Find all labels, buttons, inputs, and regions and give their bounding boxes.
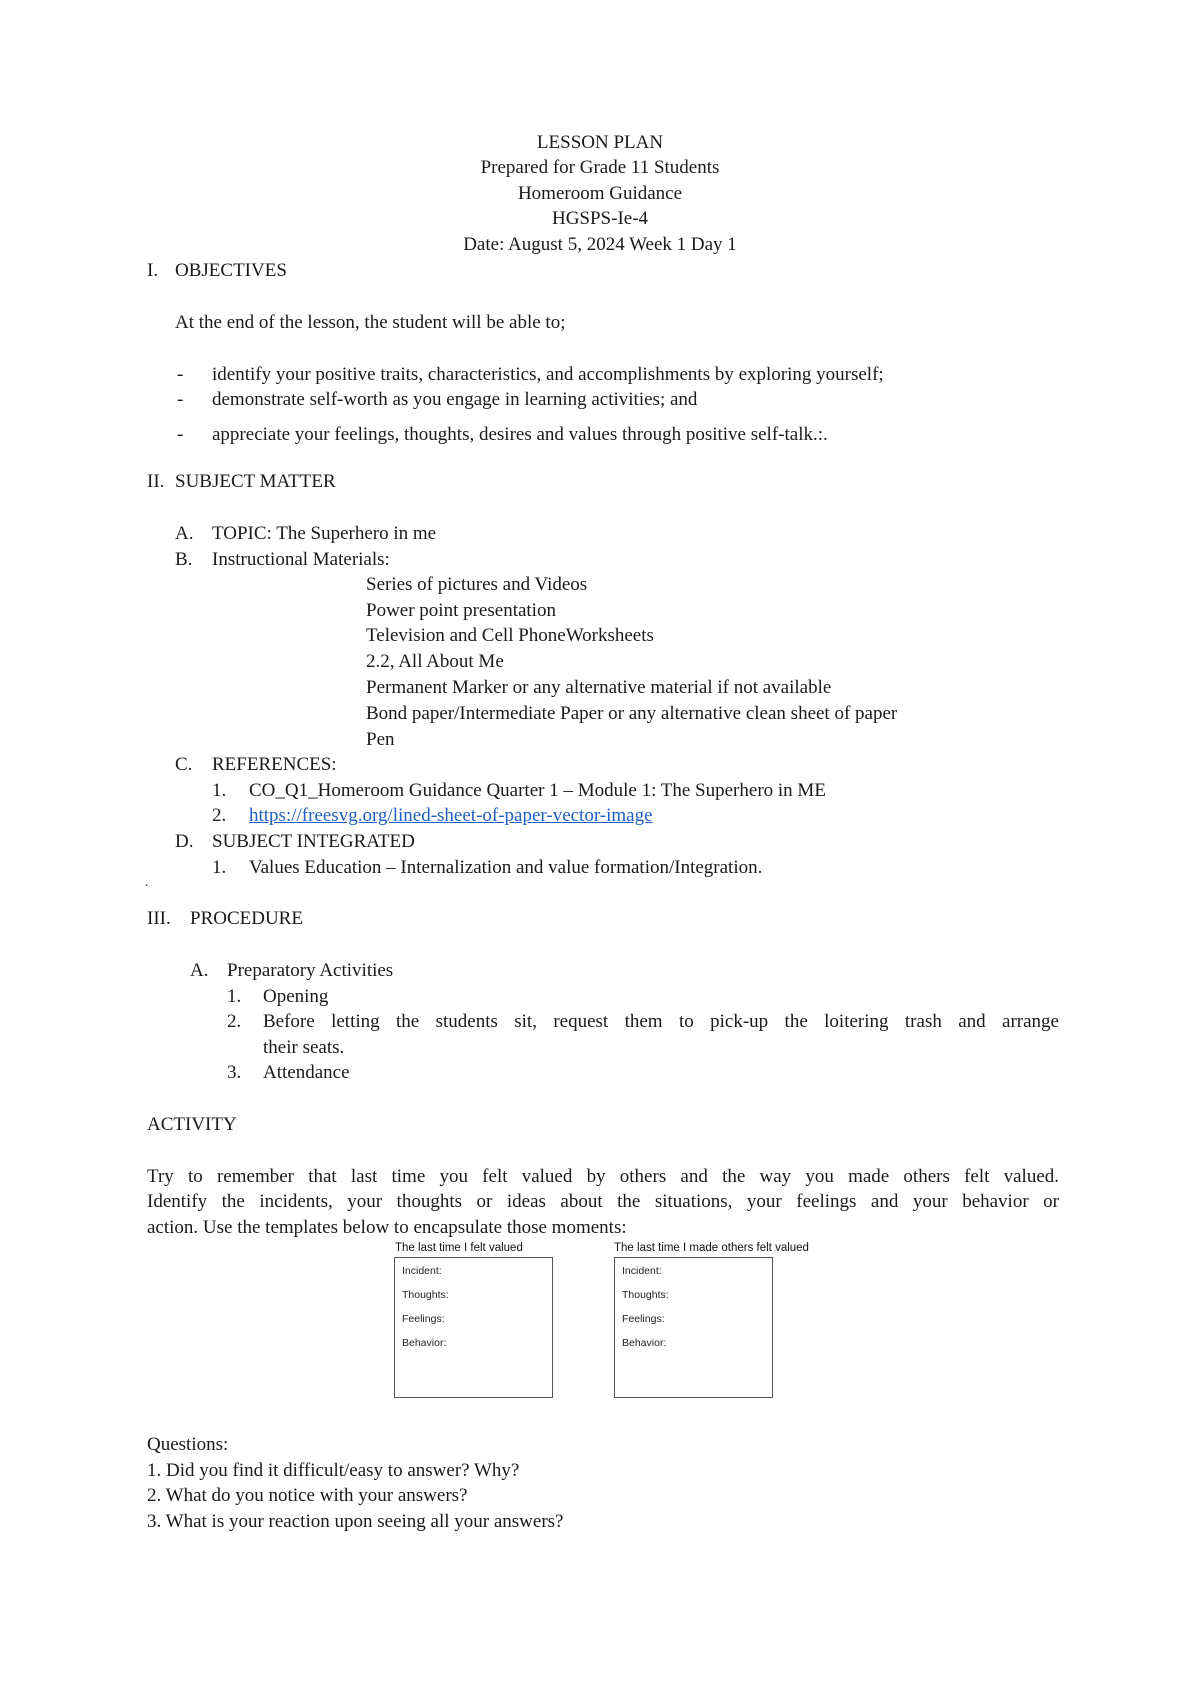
stray-dot: . — [145, 875, 149, 890]
material-item: Permanent Marker or any alternative material if not available — [366, 677, 832, 698]
question-item: 1. Did you find it difficult/easy to answer? Why? — [147, 1460, 520, 1481]
material-item: Power point presentation — [366, 600, 556, 621]
material-item: Series of pictures and Videos — [366, 574, 588, 595]
prep-item-continued: their seats. — [263, 1037, 345, 1058]
list-letter: D. — [175, 831, 194, 852]
list-number: 1. — [212, 857, 227, 878]
list-number: 1. — [227, 986, 242, 1007]
material-item: 2.2, All About Me — [366, 651, 504, 672]
prep-item: Attendance — [263, 1062, 350, 1083]
integrated-label: SUBJECT INTEGRATED — [212, 831, 415, 852]
prep-item: Opening — [263, 986, 329, 1007]
template-title: The last time I felt valued — [395, 1242, 523, 1254]
list-number: 2. — [227, 1011, 242, 1032]
question-item: 3. What is your reaction upon seeing all your answers? — [147, 1511, 564, 1532]
activity-text-line: Identify the incidents, your thoughts or ideas about the situations, your feelings and your behavior or — [147, 1191, 1059, 1212]
section-numeral-subject-matter: II. — [147, 471, 165, 492]
section-numeral-procedure: III. — [147, 908, 171, 929]
bullet-marker: - — [177, 424, 184, 445]
objectives-intro: At the end of the lesson, the student will be able to; — [175, 312, 566, 333]
document-title: LESSON PLAN — [536, 132, 664, 153]
list-letter: A. — [190, 960, 209, 981]
questions-heading: Questions: — [147, 1434, 229, 1455]
material-item: Bond paper/Intermediate Paper or any alternative clean sheet of paper — [366, 703, 898, 724]
material-item: Pen — [366, 729, 395, 750]
list-number: 3. — [227, 1062, 242, 1083]
subject-line: Homeroom Guidance — [517, 183, 683, 204]
code-line: HGSPS-Ie-4 — [551, 208, 649, 229]
field-label: Behavior: — [402, 1337, 447, 1349]
integrated-item: Values Education – Internalization and value formation/Integration. — [249, 857, 763, 878]
reference-link[interactable]: https://freesvg.org/lined-sheet-of-paper-vector-image — [249, 805, 653, 826]
objective-item: identify your positive traits, characteristics, and accomplishments by exploring yourself; — [212, 364, 884, 385]
prepared-for-line: Prepared for Grade 11 Students — [480, 157, 720, 178]
field-label: Feelings: — [402, 1313, 445, 1325]
materials-label: Instructional Materials: — [212, 549, 390, 570]
section-heading-objectives: OBJECTIVES — [175, 260, 287, 281]
prep-activities-label: Preparatory Activities — [227, 960, 394, 981]
field-label: Thoughts: — [622, 1289, 669, 1301]
list-number: 2. — [212, 805, 227, 826]
bullet-marker: - — [177, 364, 184, 385]
section-numeral-objectives: I. — [147, 260, 159, 281]
field-label: Incident: — [402, 1265, 442, 1277]
template-title: The last time I made others felt valued — [614, 1242, 809, 1254]
section-heading-procedure: PROCEDURE — [190, 908, 303, 929]
field-label: Thoughts: — [402, 1289, 449, 1301]
reflection-template-box — [394, 1257, 553, 1398]
material-item: Television and Cell PhoneWorksheets — [366, 625, 654, 646]
section-heading-subject-matter: SUBJECT MATTER — [175, 471, 336, 492]
field-label: Feelings: — [622, 1313, 665, 1325]
bullet-marker: - — [177, 389, 184, 410]
objective-item: appreciate your feelings, thoughts, desires and values through positive self-talk.:. — [212, 424, 828, 445]
list-number: 1. — [212, 780, 227, 801]
date-line: Date: August 5, 2024 Week 1 Day 1 — [463, 234, 737, 255]
list-letter: C. — [175, 754, 193, 775]
reference-item: CO_Q1_Homeroom Guidance Quarter 1 – Module 1: The Superhero in ME — [249, 780, 826, 801]
reflection-template-box — [614, 1257, 773, 1398]
objective-item: demonstrate self-worth as you engage in learning activities; and — [212, 389, 698, 410]
references-label: REFERENCES: — [212, 754, 337, 775]
list-letter: B. — [175, 549, 193, 570]
list-letter: A. — [175, 523, 194, 544]
activity-text-line: action. Use the templates below to encapsulate those moments: — [147, 1217, 627, 1238]
topic-line: TOPIC: The Superhero in me — [212, 523, 437, 544]
activity-heading: ACTIVITY — [147, 1114, 237, 1135]
question-item: 2. What do you notice with your answers? — [147, 1485, 468, 1506]
prep-item: Before letting the students sit, request them to pick-up the loitering trash and arrange — [263, 1011, 1059, 1032]
field-label: Behavior: — [622, 1337, 667, 1349]
field-label: Incident: — [622, 1265, 662, 1277]
activity-text-line: Try to remember that last time you felt valued by others and the way you made others felt valued. — [147, 1166, 1059, 1187]
